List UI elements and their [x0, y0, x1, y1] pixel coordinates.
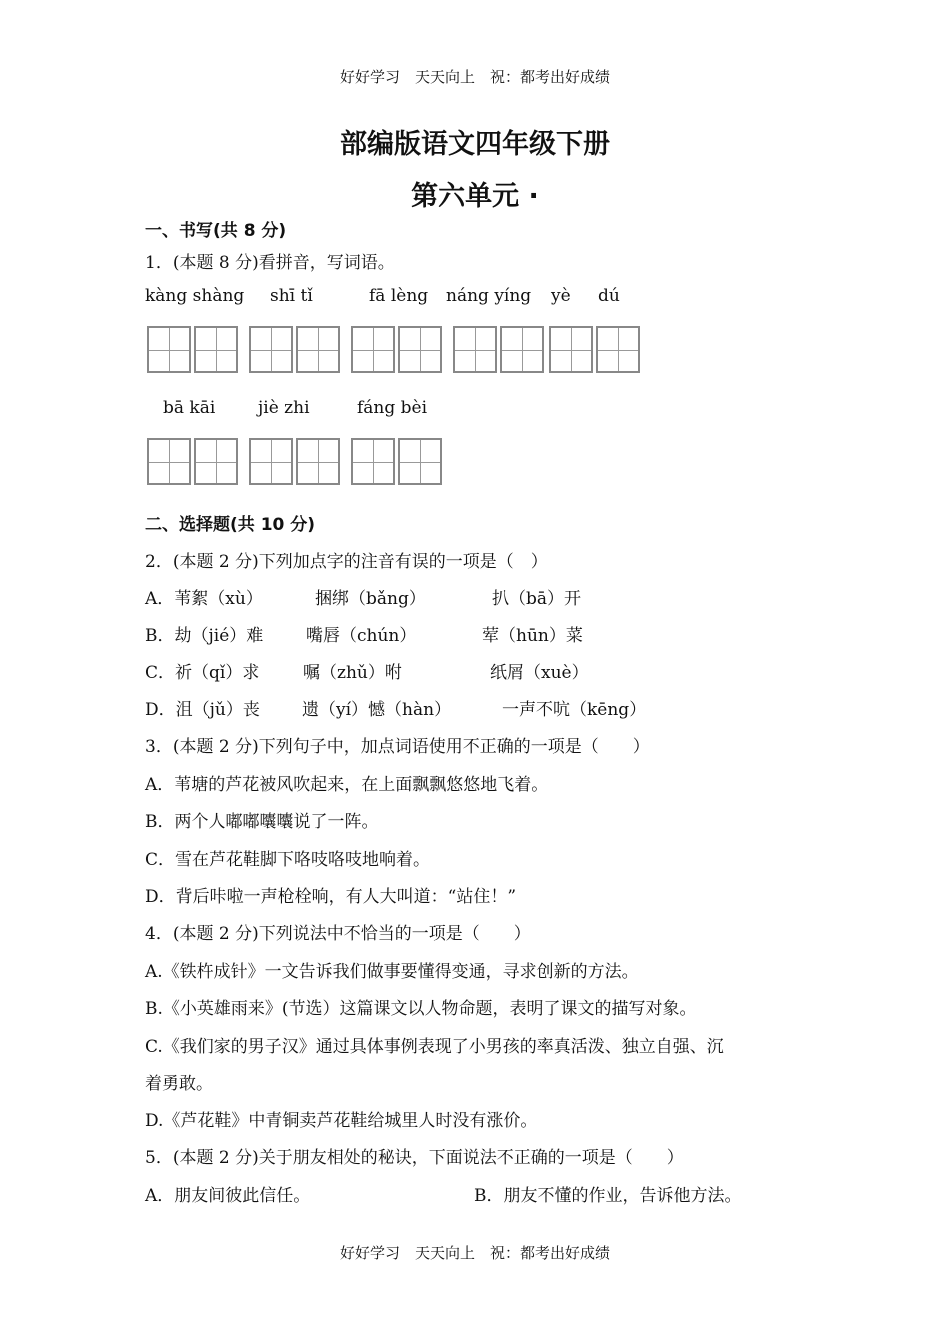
page-header: 好好学习 天天向上 祝：都考出好成绩 — [339, 68, 610, 86]
writing-cell[interactable] — [453, 326, 497, 373]
writing-cell[interactable] — [549, 326, 593, 373]
pinyin-label: shī tǐ — [270, 286, 313, 306]
writing-cell[interactable] — [398, 438, 442, 485]
pinyin-label: yè — [551, 286, 571, 306]
pinyin-label: bā kāi — [163, 398, 216, 418]
q2-option-b-1: B．劫（jié）难 — [145, 626, 264, 646]
q4-option-b: B.《小英雄雨来》(节选）这篇课文以人物命题，表明了课文的描写对象。 — [145, 999, 697, 1019]
pinyin-label: fā lèng — [369, 286, 429, 306]
section-2-title: 二、选择题(共 10 分) — [145, 515, 316, 535]
q2-option-b-2: 嘴唇（chún） — [306, 626, 417, 646]
writing-cell[interactable] — [351, 438, 395, 485]
q2-option-c-1: C．祈（qǐ）求 — [145, 663, 260, 683]
question-2-stem: 2．(本题 2 分)下列加点字的注音有误的一项是（ ） — [145, 552, 548, 572]
pinyin-label: náng yíng — [446, 286, 532, 306]
q5-option-a: A．朋友间彼此信任。 — [145, 1186, 311, 1206]
q2-option-c-2: 嘱（zhǔ）咐 — [303, 663, 402, 683]
q2-option-a-1: A．苇絮（xù） — [145, 589, 263, 609]
writing-cell[interactable] — [147, 438, 191, 485]
q4-option-c-continued: 着勇敢。 — [145, 1074, 213, 1094]
question-3-stem: 3．(本题 2 分)下列句子中，加点词语使用不正确的一项是（ ） — [145, 737, 650, 757]
pinyin-label: jiè zhi — [258, 398, 310, 418]
word-boxes — [249, 438, 343, 485]
writing-cell[interactable] — [398, 326, 442, 373]
writing-cell[interactable] — [596, 326, 640, 373]
writing-cell[interactable] — [147, 326, 191, 373]
question-5-stem: 5．(本题 2 分)关于朋友相处的秘诀，下面说法不正确的一项是（ ） — [145, 1148, 684, 1168]
word-boxes — [147, 438, 241, 485]
writing-cell[interactable] — [500, 326, 544, 373]
q3-option-a: A．苇塘的芦花被风吹起来，在上面飘飘悠悠地飞着。 — [145, 775, 549, 795]
word-boxes — [351, 438, 445, 485]
q2-option-b-3: 荤（hūn）菜 — [482, 626, 583, 646]
q4-option-a: A.《铁杵成针》一文告诉我们做事要懂得变通，寻求创新的方法。 — [145, 962, 639, 982]
word-boxes — [147, 326, 241, 373]
q3-option-b: B．两个人嘟嘟囔囔说了一阵。 — [145, 812, 379, 832]
question-1-stem: 1．(本题 8 分)看拼音，写词语。 — [145, 253, 395, 273]
writing-cell[interactable] — [194, 438, 238, 485]
writing-cell[interactable] — [249, 326, 293, 373]
word-boxes — [249, 326, 343, 373]
writing-cell[interactable] — [351, 326, 395, 373]
writing-cell[interactable] — [296, 326, 340, 373]
writing-cell[interactable] — [296, 438, 340, 485]
q2-option-c-3: 纸屑（xuè） — [490, 663, 589, 683]
q2-option-a-2: 捆绑（bǎng） — [315, 589, 426, 609]
writing-cell[interactable] — [249, 438, 293, 485]
writing-grid-row-1 — [147, 326, 645, 373]
section-1-title: 一、书写(共 8 分) — [145, 221, 287, 241]
question-4-stem: 4．(本题 2 分)下列说法中不恰当的一项是（ ） — [145, 924, 531, 944]
q2-option-d-1: D．沮（jǔ）丧 — [145, 700, 260, 720]
word-boxes — [351, 326, 445, 373]
page-footer: 好好学习 天天向上 祝：都考出好成绩 — [339, 1244, 610, 1262]
page-title: 部编版语文四年级下册 — [340, 129, 610, 160]
word-boxes — [453, 326, 547, 373]
pinyin-label: dú — [598, 286, 620, 306]
writing-cell[interactable] — [194, 326, 238, 373]
q2-option-a-3: 扒（bā）开 — [492, 589, 582, 609]
word-boxes — [549, 326, 643, 373]
page-subtitle: 第六单元 · — [411, 181, 539, 212]
q2-option-d-3: 一声不吭（kēng） — [502, 700, 647, 720]
pinyin-label: kàng shàng — [145, 286, 245, 306]
pinyin-label: fáng bèi — [357, 398, 428, 418]
q4-option-c: C.《我们家的男子汉》通过具体事例表现了小男孩的率真活泼、独立自强、沉 — [145, 1037, 724, 1057]
q5-option-b: B．朋友不懂的作业，告诉他方法。 — [474, 1186, 742, 1206]
q3-option-d: D．背后咔啦一声枪栓响，有人大叫道：“站住！” — [145, 887, 517, 907]
writing-grid-row-2 — [147, 438, 453, 485]
q3-option-c: C．雪在芦花鞋脚下咯吱咯吱地响着。 — [145, 850, 431, 870]
q4-option-d: D.《芦花鞋》中青铜卖芦花鞋给城里人时没有涨价。 — [145, 1111, 538, 1131]
q2-option-d-2: 遗（yí）憾（hàn） — [302, 700, 452, 720]
